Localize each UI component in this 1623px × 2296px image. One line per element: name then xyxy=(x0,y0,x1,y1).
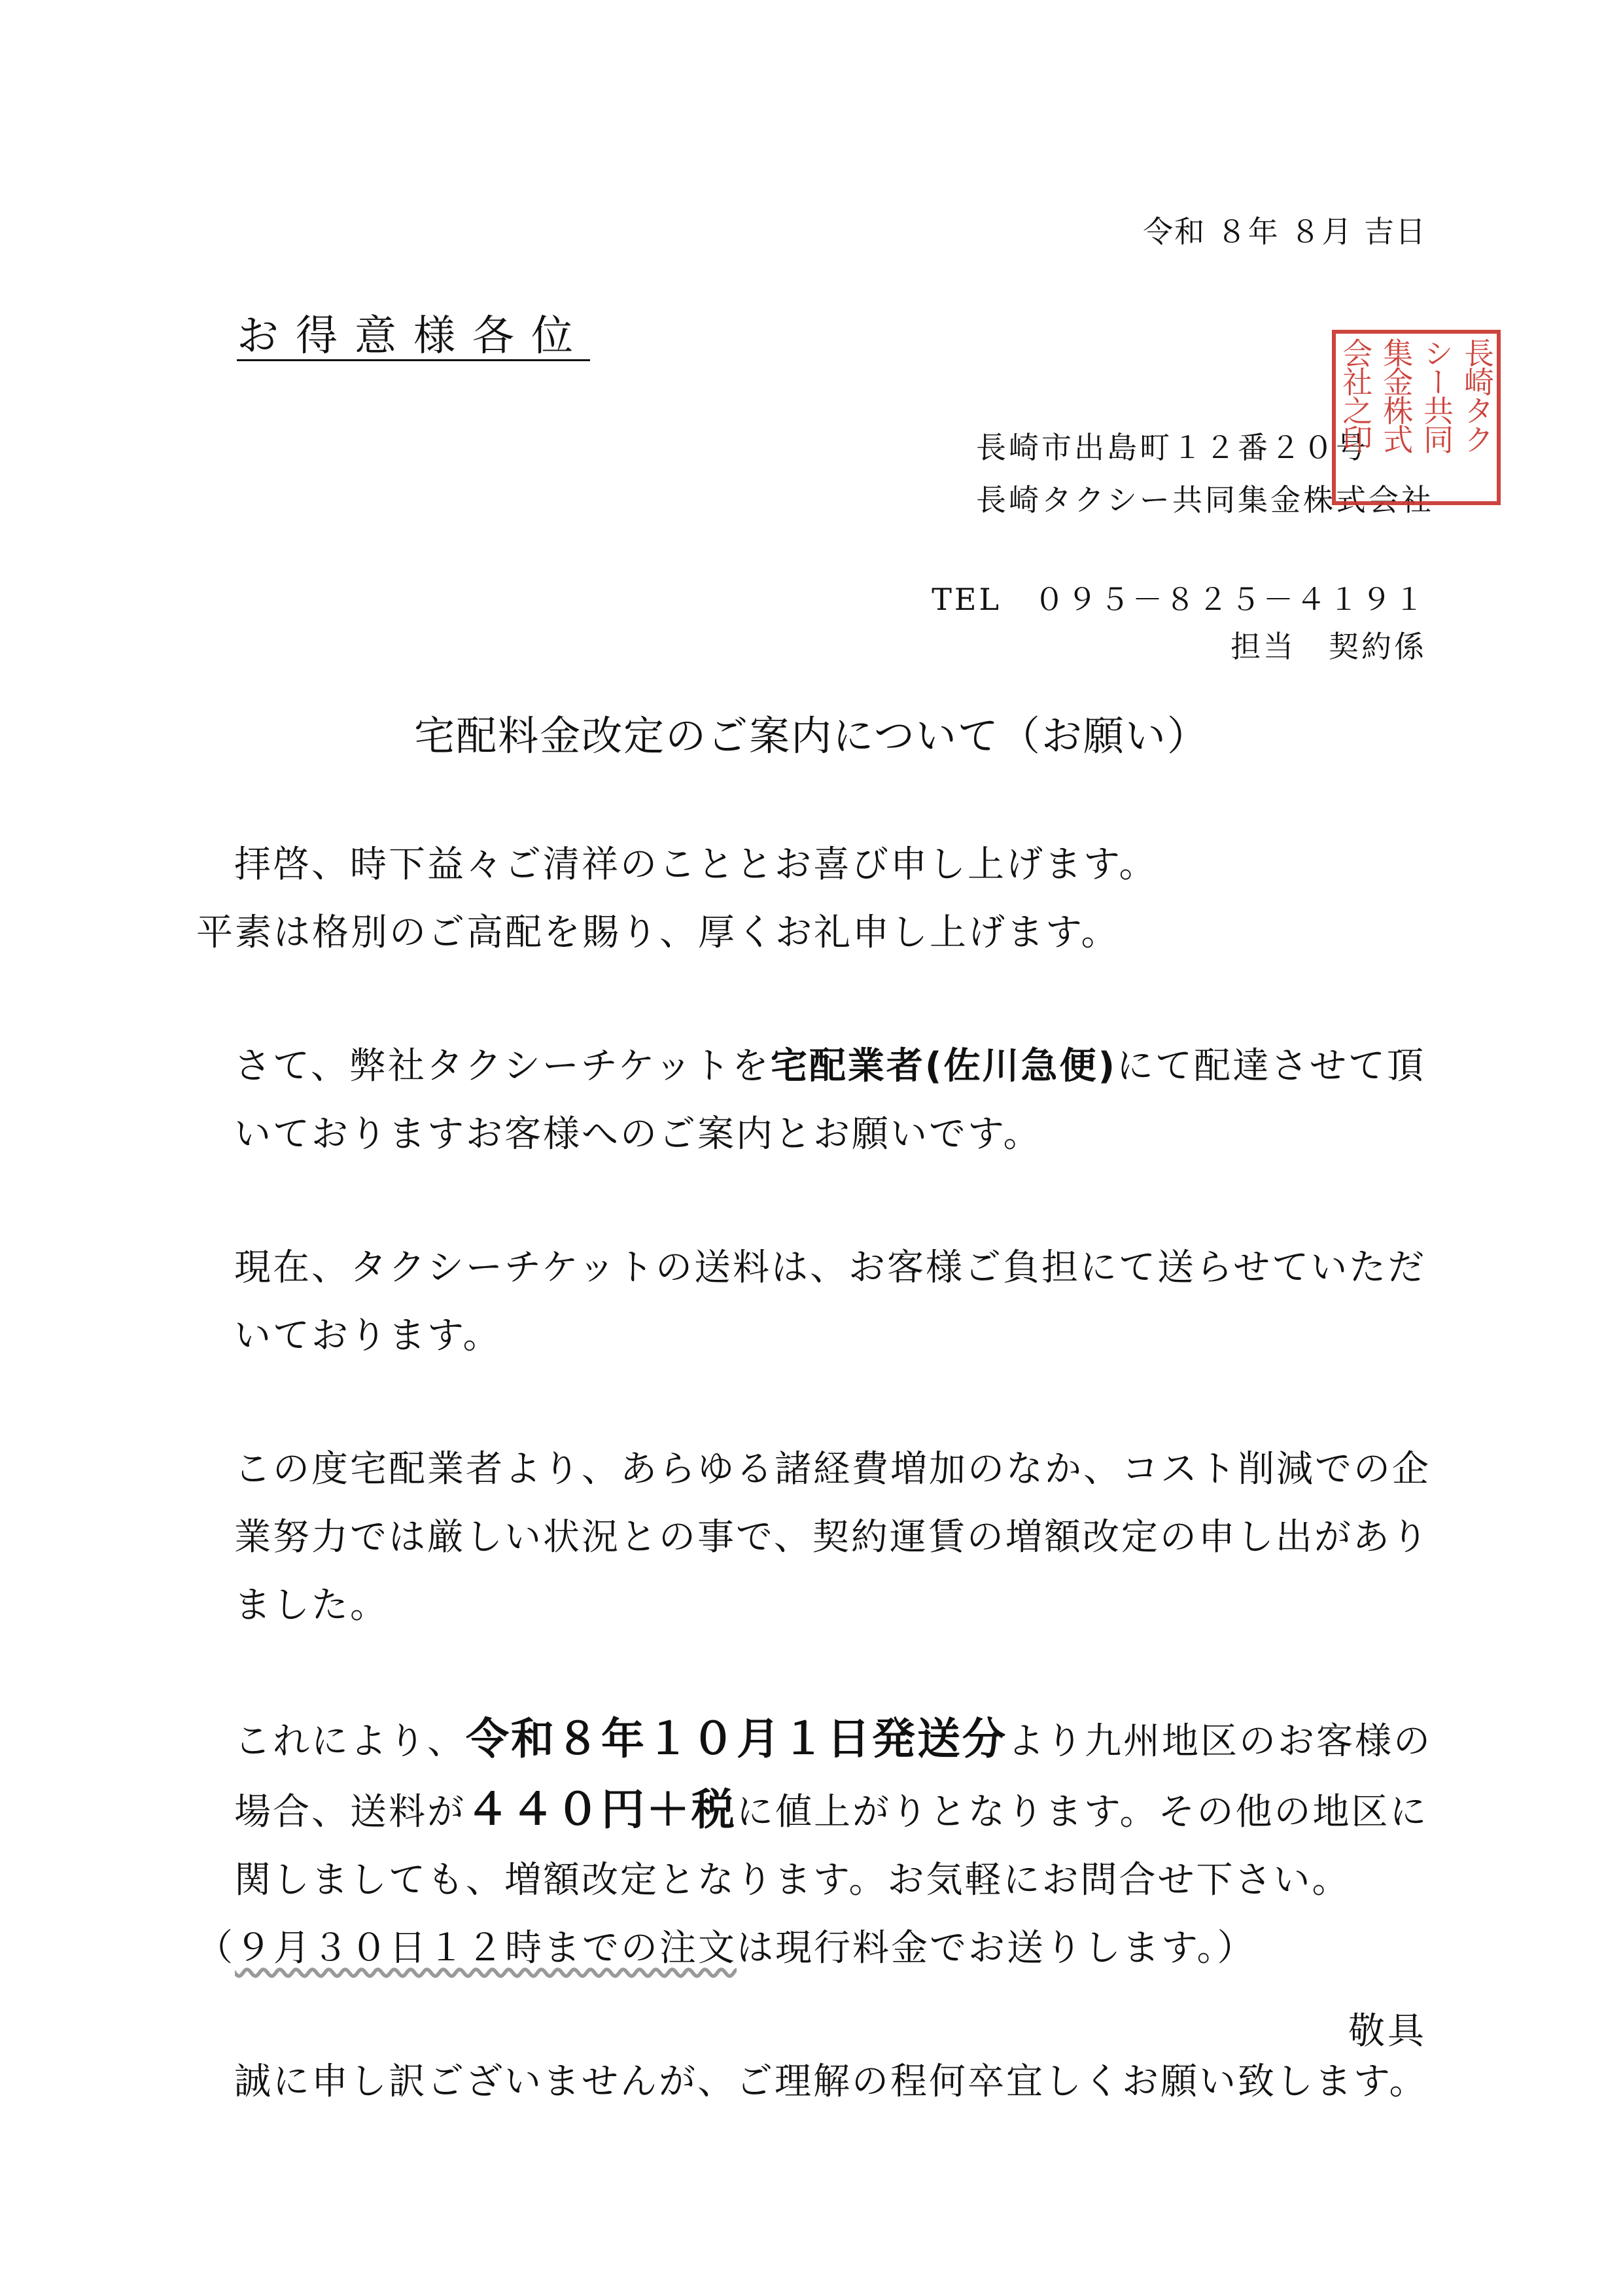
company-seal-stamp xyxy=(1332,330,1501,505)
closing-phrase: 敬具 xyxy=(1348,2010,1427,2053)
paragraph-apology: 誠に申し訳ございませんが、ご理解の程何卒宜しくお願い致します。 xyxy=(234,2060,1428,2103)
paragraph-new-rate xyxy=(196,1705,1439,1915)
paragraph-text: に値上がりとなります。その他の地区に関しましても、増額改定となります。お気軽にお問合せ下さい。 xyxy=(234,1791,1429,1901)
seal-column-3: 集金株式 xyxy=(1378,338,1414,453)
note-text: は現行料金でお送りします。） xyxy=(737,1927,1256,1969)
greeting-line-2: 平素は格別のご高配を賜り、厚くお礼申し上げます。 xyxy=(196,911,1120,954)
letter-body xyxy=(196,831,1439,2181)
document-title: 宅配料金改定のご案内について（お願い） xyxy=(414,712,1209,760)
order-deadline-note xyxy=(196,1915,1439,1983)
sender-address: 長崎市出島町１２番２０号 xyxy=(976,430,1369,465)
seal-column-1: 長崎タク xyxy=(1459,338,1495,453)
effective-date-emphasis: 令和８年１０月１日発送分 xyxy=(466,1714,1007,1764)
order-deadline-underlined: ９月３０日１２時までの注文 xyxy=(235,1927,737,1969)
paragraph-text: これにより、 xyxy=(234,1720,466,1763)
seal-column-2: シー共同 xyxy=(1419,338,1455,453)
paragraph-current-shipping: 現在、タクシーチケットの送料は、お客様ご負担にて送らせていただいております。 xyxy=(234,1246,1427,1357)
greeting-line-1: 拝啓、時下益々ご清祥のこととお喜び申し上げます。 xyxy=(234,843,1158,886)
new-price-emphasis: ４４０円＋税 xyxy=(466,1784,737,1835)
letter-date: 令和 ８年 ８月 吉日 xyxy=(1143,214,1427,249)
paragraph-courier-notice xyxy=(196,1033,1439,1169)
sender-company: 長崎タクシー共同集金株式会社 xyxy=(976,482,1434,518)
paragraph-text: より九州地区のお客様の場合、送料が xyxy=(234,1720,1432,1833)
paragraph-rate-increase-request: この度宅配業者より、あらゆる諸経費増加のなか、コスト削減での企業努力では厳しい状況との事で、契約運賃の増額改定の申し出がありました。 xyxy=(234,1448,1431,1627)
note-open-paren: （ xyxy=(196,1927,235,1969)
courier-name-emphasis: 宅配業者(佐川急便) xyxy=(770,1045,1117,1087)
recipient-salutation: お得意様各位 xyxy=(237,312,590,361)
paragraph-text: さて、弊社タクシーチケットを xyxy=(234,1045,771,1087)
contact-telephone: TEL ０９５－８２５－４１９１ xyxy=(932,582,1427,617)
paragraph-text: にて配達させて頂いておりますお客様へのご案内とお願いです。 xyxy=(234,1045,1426,1156)
seal-column-4: 会社之印 xyxy=(1338,338,1374,453)
contact-staff: 担当 契約係 xyxy=(1230,629,1427,664)
